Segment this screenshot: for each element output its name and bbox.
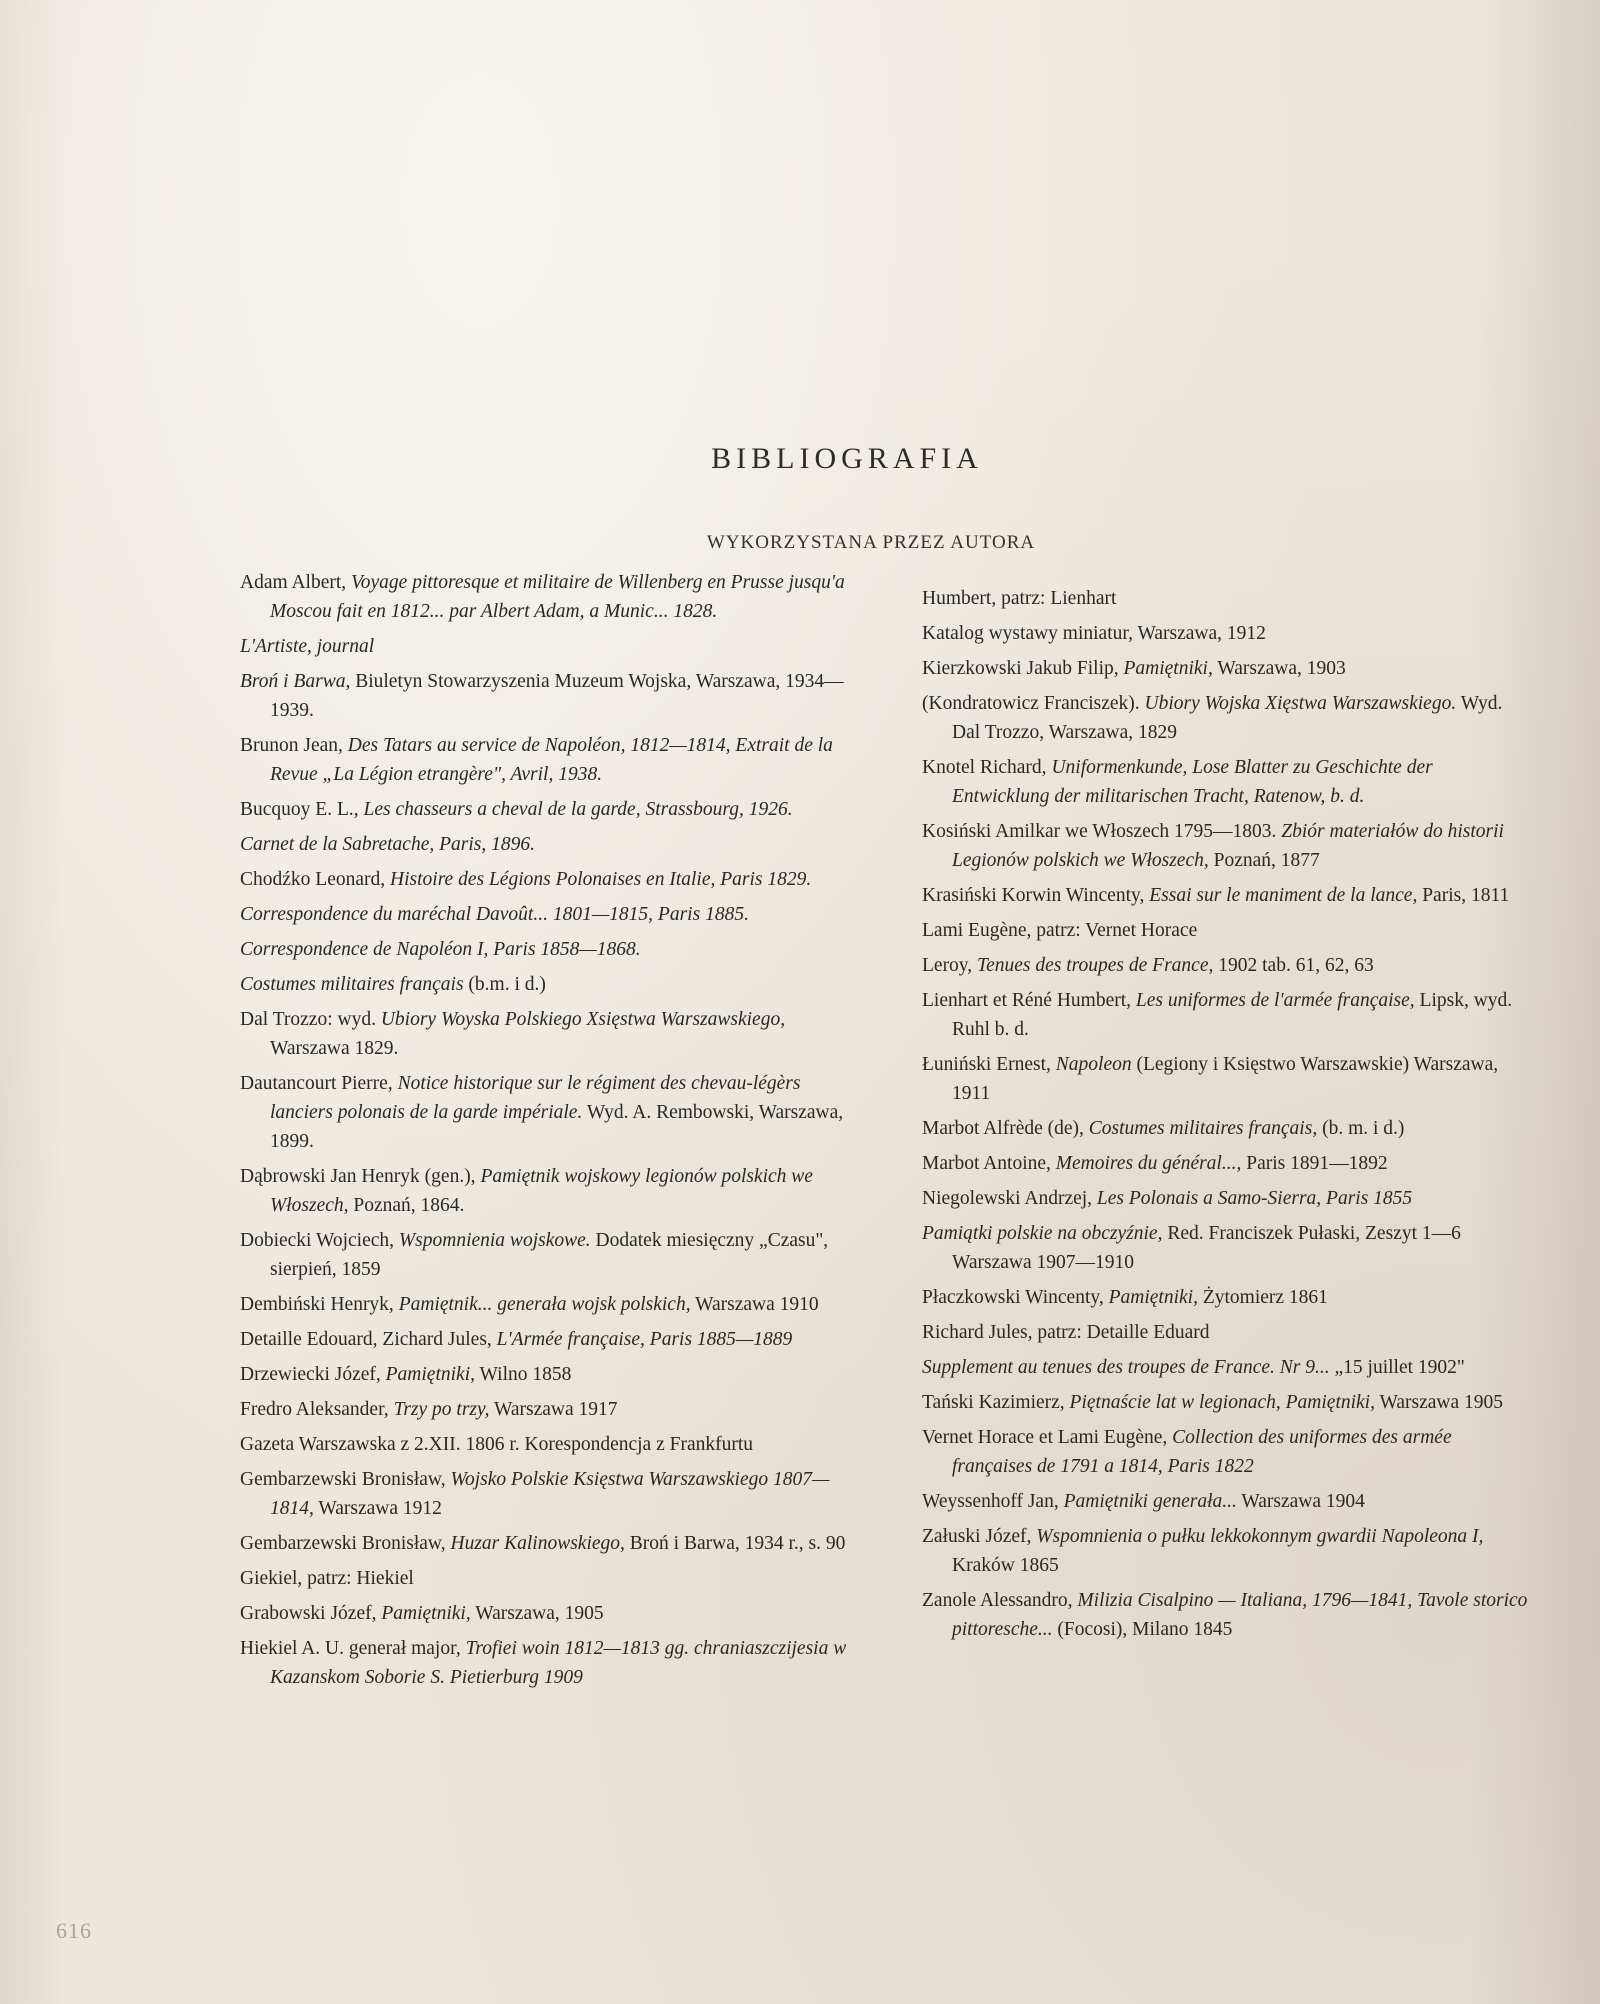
entry-author: Załuski Józef, (922, 1526, 1037, 1547)
entry-author: Richard Jules, patrz: Detaille Eduard (922, 1322, 1210, 1343)
entry-title: Pamiętniki, (1108, 1287, 1198, 1308)
bibliography-entry (240, 1162, 850, 1220)
entry-title: Costumes militaires français (240, 974, 464, 995)
bibliography-entry (240, 731, 850, 789)
bibliography-entry (922, 1114, 1532, 1143)
entry-title: Trofiei woin 1812—1813 gg. chraniaszczijesia w Kazanskom Soborie S. Pietierburg 1909 (270, 1638, 847, 1688)
entry-author: Lami Eugène, patrz: Vernet Horace (922, 920, 1198, 941)
entry-details: (b. m. i d.) (1317, 1118, 1405, 1139)
entry-author: Leroy, (922, 955, 978, 976)
entry-author: Tański Kazimierz, (922, 1392, 1070, 1413)
entry-title: Tenues des troupes de France, (977, 955, 1214, 976)
bibliography-entry (240, 1634, 850, 1692)
bibliography-entry (240, 865, 850, 894)
entry-details: Warszawa, 1903 (1212, 658, 1346, 679)
bibliography-entry (922, 1522, 1532, 1580)
entry-details: (Focosi), Milano 1845 (1052, 1619, 1233, 1640)
entry-author: (Kondratowicz Franciszek). (922, 693, 1145, 714)
page-title: BIBLIOGRAFIA (711, 442, 983, 475)
bibliography-entry (922, 986, 1532, 1044)
entry-title: Pamiętnik... generała wojsk polskich, (398, 1294, 691, 1315)
entry-author: Humbert, patrz: Lienhart (922, 588, 1117, 609)
entry-details: Paris 1891—1892 (1241, 1153, 1388, 1174)
bibliography-entry (922, 916, 1532, 945)
entry-author: Dembiński Henryk, (240, 1294, 399, 1315)
bibliography-entry (922, 654, 1532, 683)
bibliography-entry (240, 830, 850, 859)
entry-details: Lipsk, wyd. Ruhl b. d. (952, 990, 1513, 1040)
entry-author: Płaczkowski Wincenty, (922, 1287, 1109, 1308)
bibliography-entry (240, 1430, 850, 1459)
bibliography-entry (922, 1353, 1532, 1382)
entry-details: Wyd. A. Rembowski, Warszawa, 1899. (270, 1102, 844, 1152)
entry-author: Dobiecki Wojciech, (240, 1230, 399, 1251)
entry-author: Marbot Alfrède (de), (922, 1118, 1089, 1139)
entry-title: Huzar Kalinowskiego, (450, 1533, 625, 1554)
entry-details: Warszawa 1829. (270, 1038, 399, 1059)
entry-title: Broń i Barwa, (240, 671, 351, 692)
bibliography-entry (240, 1564, 850, 1593)
entry-title: Wspomnienia o pułku lekkokonnym gwardii Napoleona I, (1036, 1526, 1484, 1547)
bibliography-entry (922, 1050, 1532, 1108)
entry-author: Gazeta Warszawska z 2.XII. 1806 r. Korespondencja z Frankfurtu (240, 1434, 754, 1455)
entry-title: Pamiętniki generała... (1063, 1491, 1237, 1512)
bibliography-entry (922, 881, 1532, 910)
entry-details: „15 juillet 1902" (1329, 1357, 1465, 1378)
bibliography-entry (240, 667, 850, 725)
entry-author: Fredro Aleksander, (240, 1399, 394, 1420)
bibliography-entry (240, 900, 850, 929)
page-number: 616 (56, 1918, 92, 1943)
entry-author: Dąbrowski Jan Henryk (gen.), (240, 1166, 481, 1187)
entry-details: Wilno 1858 (475, 1364, 572, 1385)
bibliography-entry (922, 1219, 1532, 1277)
entry-title: Uniformenkunde, Lose Blatter zu Geschichte der Entwicklung der militarischen Tracht, Ratenow, b. d. (952, 757, 1433, 807)
entry-details: Warszawa 1910 (690, 1294, 819, 1315)
entry-author: Katalog wystawy miniatur, Warszawa, 1912 (922, 623, 1266, 644)
entry-title: Memoires du général..., (1055, 1153, 1242, 1174)
entry-title: Correspondence de Napoléon I, Paris 1858—1868. (240, 939, 641, 960)
entry-title: Costumes militaires français, (1088, 1118, 1318, 1139)
bibliography-entry (922, 753, 1532, 811)
entry-title: Carnet de la Sabretache, Paris, 1896. (240, 834, 535, 855)
entry-title: Correspondence du maréchal Davoût... 1801—1815, Paris 1885. (240, 904, 749, 925)
bibliography-entry (240, 1599, 850, 1628)
entry-title: Ubiory Woyska Polskiego Xsięstwa Warszawskiego, (380, 1009, 786, 1030)
entry-details: Warszawa 1904 (1236, 1491, 1365, 1512)
page-subtitle: WYKORZYSTANA PRZEZ AUTORA (706, 532, 1036, 553)
bibliography-entry (922, 1149, 1532, 1178)
bibliography-entry (240, 1005, 850, 1063)
entry-author: Weyssenhoff Jan, (922, 1491, 1064, 1512)
bibliography-entry (240, 1360, 850, 1389)
bibliography-entry (922, 689, 1532, 747)
entry-author: Detaille Edouard, Zichard Jules, (240, 1329, 497, 1350)
entry-details: Poznań, 1877 (1208, 850, 1320, 871)
bibliography-entry (240, 1069, 850, 1156)
entry-title: Trzy po trzy, (393, 1399, 490, 1420)
entry-author: Knotel Richard, (922, 757, 1052, 778)
bibliography-entry (922, 1388, 1532, 1417)
bibliography-entry (922, 1318, 1532, 1347)
bibliography-left-column (240, 568, 850, 1698)
entry-author: Zanole Alessandro, (922, 1590, 1078, 1611)
entry-title: Collection des uniformes des armée françaises de 1791 a 1814, Paris 1822 (952, 1427, 1452, 1477)
bibliography-entry (922, 951, 1532, 980)
entry-details: Paris, 1811 (1417, 885, 1510, 906)
bibliography-entry (240, 1529, 850, 1558)
bibliography-entry (240, 970, 850, 999)
entry-author: Hiekiel A. U. generał major, (240, 1638, 466, 1659)
bibliography-entry (240, 1325, 850, 1354)
bibliography-entry (240, 795, 850, 824)
bibliography-entry (922, 1184, 1532, 1213)
entry-details: Biuletyn Stowarzyszenia Muzeum Wojska, Warszawa, 1934—1939. (270, 671, 844, 721)
entry-title: Les chasseurs a cheval de la garde, Strassbourg, 1926. (363, 799, 793, 820)
entry-title: Zbiór materiałów do historii Legionów polskich we Włoszech, (952, 821, 1504, 871)
entry-details: Żytomierz 1861 (1197, 1287, 1328, 1308)
entry-title: Wojsko Polskie Księstwa Warszawskiego 1807—1814, (270, 1469, 830, 1519)
entry-details: (Legiony i Księstwo Warszawskie) Warszawa, 1911 (952, 1054, 1499, 1104)
bibliography-entry (240, 935, 850, 964)
bibliography-entry (240, 1226, 850, 1284)
entry-title: Histoire des Légions Polonaises en Italie, Paris 1829. (390, 869, 812, 890)
entry-author: Gembarzewski Bronisław, (240, 1469, 451, 1490)
entry-author: Chodźko Leonard, (240, 869, 391, 890)
entry-author: Bucquoy E. L., (240, 799, 364, 820)
entry-details: Kraków 1865 (952, 1555, 1059, 1576)
entry-title: Wspomnienia wojskowe. (398, 1230, 591, 1251)
bibliography-entry (240, 1465, 850, 1523)
entry-title: Milizia Cisalpino — Italiana, 1796—1841, Tavole storico pittoresche... (952, 1590, 1528, 1640)
entry-author: Łuniński Ernest, (922, 1054, 1056, 1075)
entry-details: Warszawa, 1905 (470, 1603, 604, 1624)
entry-author: Kosiński Amilkar we Włoszech 1795—1803. (922, 821, 1282, 842)
entry-details: Red. Franciszek Pułaski, Zeszyt 1—6 Warszawa 1907—1910 (952, 1223, 1461, 1273)
entry-details: (b.m. i d.) (463, 974, 546, 995)
entry-author: Grabowski Józef, (240, 1603, 382, 1624)
bibliography-entry (922, 584, 1532, 613)
entry-author: Niegolewski Andrzej, (922, 1188, 1097, 1209)
bibliography-entry (240, 568, 850, 626)
entry-title: Pamiętniki, (1123, 658, 1213, 679)
bibliography-entry (922, 1283, 1532, 1312)
entry-author: Drzewiecki Józef, (240, 1364, 386, 1385)
entry-title: Napoleon (1055, 1054, 1132, 1075)
entry-title: Pamiętniki, (381, 1603, 471, 1624)
entry-details: 1902 tab. 61, 62, 63 (1213, 955, 1374, 976)
entry-author: Dautancourt Pierre, (240, 1073, 398, 1094)
entry-title: Les uniformes de l'armée française, (1135, 990, 1415, 1011)
entry-title: Pamiętnik wojskowy legionów polskich we Włoszech, (270, 1166, 813, 1216)
entry-author: Brunon Jean, (240, 735, 348, 756)
bibliography-entry (240, 632, 850, 661)
bibliography-entry (922, 1586, 1532, 1644)
bibliography-entry (922, 1423, 1532, 1481)
entry-title: L'Armée française, Paris 1885—1889 (496, 1329, 793, 1350)
entry-details: Warszawa 1917 (489, 1399, 618, 1420)
entry-title: Supplement au tenues des troupes de France. Nr 9... (922, 1357, 1330, 1378)
entry-author: Adam Albert, (240, 572, 352, 593)
bibliography-entry (922, 1487, 1532, 1516)
entry-title: Notice historique sur le régiment des chevau-légèrs lanciers polonais de la garde impériale. (270, 1073, 801, 1123)
entry-title: Pamiętniki, (385, 1364, 475, 1385)
entry-author: Giekiel, patrz: Hiekiel (240, 1568, 414, 1589)
entry-author: Marbot Antoine, (922, 1153, 1056, 1174)
entry-author: Krasiński Korwin Wincenty, (922, 885, 1150, 906)
entry-details: Wyd. Dal Trozzo, Warszawa, 1829 (952, 693, 1503, 743)
entry-author: Kierzkowski Jakub Filip, (922, 658, 1124, 679)
entry-title: Pamiątki polskie na obczyźnie, (922, 1223, 1163, 1244)
bibliography-right-column (922, 584, 1532, 1650)
entry-details: Poznań, 1864. (348, 1195, 465, 1216)
entry-title: L'Artiste, journal (240, 636, 375, 657)
entry-title: Voyage pittoresque et militaire de Willenberg en Prusse jusqu'a Moscou fait en 1812... par Albert Adam, a Munic... 1828. (270, 572, 845, 622)
entry-author: Vernet Horace et Lami Eugène, (922, 1427, 1173, 1448)
entry-title: Essai sur le maniment de la lance, (1149, 885, 1418, 906)
entry-title: Piętnaście lat w legionach, Pamiętniki, (1069, 1392, 1375, 1413)
entry-details: Broń i Barwa, 1934 r., s. 90 (624, 1533, 846, 1554)
entry-details: Warszawa 1905 (1374, 1392, 1504, 1413)
entry-author: Dal Trozzo: wyd. (240, 1009, 381, 1030)
bibliography-entry (922, 619, 1532, 648)
bibliography-entry (240, 1395, 850, 1424)
entry-author: Lienhart et Réné Humbert, (922, 990, 1136, 1011)
entry-title: Des Tatars au service de Napoléon, 1812—1814, Extrait de la Revue „La Légion etrangère", Avril, 1938. (270, 735, 833, 785)
entry-title: Ubiory Wojska Xięstwa Warszawskiego. (1144, 693, 1457, 714)
entry-title: Les Polonais a Samo-Sierra, Paris 1855 (1096, 1188, 1413, 1209)
entry-details: Dodatek miesięczny „Czasu", sierpień, 1859 (270, 1230, 829, 1280)
bibliography-entry (240, 1290, 850, 1319)
bibliography-entry (922, 817, 1532, 875)
entry-author: Gembarzewski Bronisław, (240, 1533, 451, 1554)
entry-details: Warszawa 1912 (313, 1498, 442, 1519)
